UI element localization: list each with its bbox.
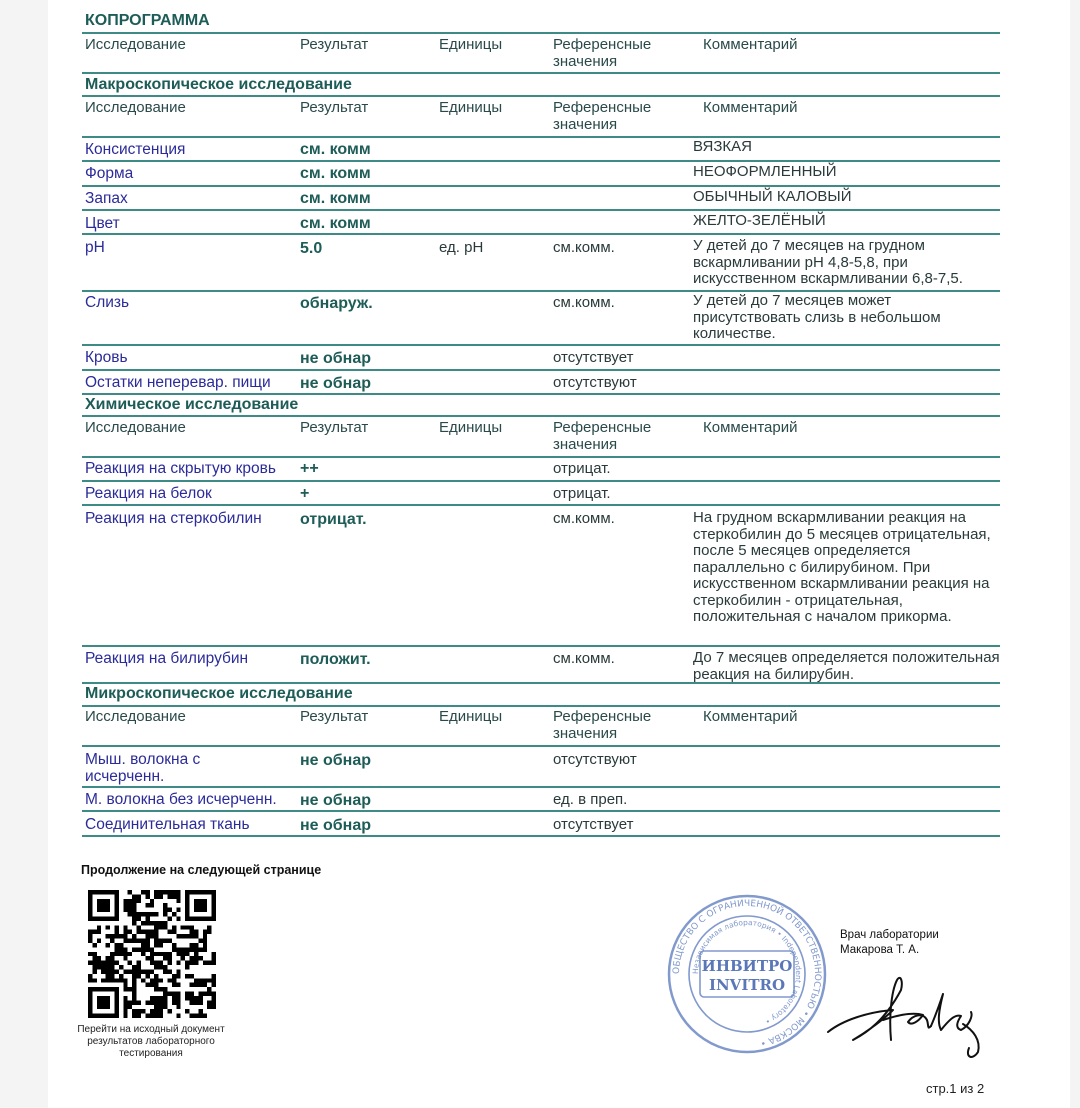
row-units: ед. pH bbox=[439, 239, 484, 256]
row-name: Слизь bbox=[85, 294, 130, 311]
divider bbox=[82, 344, 1000, 346]
row-result: отрицат. bbox=[300, 511, 367, 528]
divider bbox=[82, 233, 1000, 235]
row-comment: У детей до 7 месяцев может присутствовать слизь в небольшом количестве. bbox=[693, 292, 941, 342]
row-comment: ОБЫЧНЫЙ КАЛОВЫЙ bbox=[693, 188, 852, 205]
header-units: Единицы bbox=[439, 419, 503, 436]
row-name: Реакция на скрытую кровь bbox=[85, 460, 276, 477]
row-name: М. волокна без исчерченн. bbox=[85, 791, 277, 808]
row-comment: ЖЕЛТО-ЗЕЛЁНЫЙ bbox=[693, 212, 826, 229]
row-name: Кровь bbox=[85, 349, 128, 366]
doctor-title: Врач лаборатории bbox=[840, 929, 939, 941]
document-title: КОПРОГРАММА bbox=[85, 12, 210, 29]
row-reference: отсутствуют bbox=[553, 751, 637, 768]
divider bbox=[82, 810, 1000, 812]
row-result: см. комм bbox=[300, 190, 371, 207]
divider bbox=[82, 504, 1000, 506]
row-name: Соединительная ткань bbox=[85, 816, 250, 833]
row-result: не обнар bbox=[300, 792, 371, 809]
divider bbox=[82, 185, 1000, 187]
header-study: Исследование bbox=[85, 419, 186, 436]
row-name: Консистенция bbox=[85, 141, 186, 158]
row-result: см. комм bbox=[300, 215, 371, 232]
divider bbox=[82, 456, 1000, 458]
row-reference: см.комм. bbox=[553, 510, 615, 527]
row-reference: см.комм. bbox=[553, 294, 615, 311]
divider bbox=[82, 209, 1000, 211]
header-result: Результат bbox=[300, 36, 369, 53]
row-result: 5.0 bbox=[300, 240, 323, 257]
doctor-name: Макарова Т. А. bbox=[840, 944, 920, 956]
row-reference: отсутствует bbox=[553, 349, 634, 366]
row-reference: см.комм. bbox=[553, 239, 615, 256]
row-reference: ед. в преп. bbox=[553, 791, 628, 808]
svg-text:Независимая лаборатория • Inde: Независимая лаборатория • Independent Laboratory • bbox=[690, 917, 804, 1027]
row-name: Реакция на стеркобилин bbox=[85, 510, 262, 527]
divider bbox=[82, 835, 1000, 837]
divider bbox=[82, 393, 1000, 395]
header-units: Единицы bbox=[439, 99, 503, 116]
divider bbox=[82, 645, 1000, 647]
qr-caption: Перейти на исходный документ результатов лабораторного тестирования bbox=[77, 1024, 225, 1059]
document-page bbox=[48, 0, 1070, 1108]
row-reference: отрицат. bbox=[553, 460, 611, 477]
row-name: Остатки неперевар. пищи bbox=[85, 374, 271, 391]
header-reference: Референсные значения bbox=[553, 419, 652, 453]
row-result: не обнар bbox=[300, 752, 371, 769]
header-comment: Комментарий bbox=[703, 708, 798, 725]
row-name: pH bbox=[85, 239, 105, 256]
header-comment: Комментарий bbox=[703, 99, 798, 116]
header-reference: Референсные значения bbox=[553, 36, 652, 70]
section-title-chem: Химическое исследование bbox=[85, 396, 299, 413]
section-title-micro: Микроскопическое исследование bbox=[85, 685, 353, 702]
row-name: Цвет bbox=[85, 215, 120, 232]
row-result: + bbox=[300, 485, 310, 502]
row-result: не обнар bbox=[300, 350, 371, 367]
row-name: Реакция на белок bbox=[85, 485, 212, 502]
divider bbox=[82, 415, 1000, 417]
row-comment: У детей до 7 месяцев на грудном вскармливании pH 4,8-5,8, при искусственном вскармливании 6,8-7,5. bbox=[693, 237, 963, 287]
section-title-macro: Макроскопическое исследование bbox=[85, 76, 352, 93]
page-number: стр.1 из 2 bbox=[926, 1081, 985, 1096]
row-comment: До 7 месяцев определяется положительная реакция на билирубин. bbox=[693, 649, 1000, 683]
header-units: Единицы bbox=[439, 36, 503, 53]
continuation-note: Продолжение на следующей странице bbox=[81, 863, 322, 877]
divider bbox=[82, 32, 1000, 34]
header-study: Исследование bbox=[85, 708, 186, 725]
row-comment: ВЯЗКАЯ bbox=[693, 138, 752, 155]
invitro-stamp bbox=[666, 893, 828, 1055]
row-result: см. комм bbox=[300, 141, 371, 158]
header-result: Результат bbox=[300, 99, 369, 116]
row-name: Форма bbox=[85, 165, 134, 182]
row-result: обнаруж. bbox=[300, 295, 373, 312]
divider bbox=[82, 682, 1000, 684]
doctor-signature bbox=[823, 960, 998, 1065]
header-result: Результат bbox=[300, 708, 369, 725]
divider bbox=[82, 369, 1000, 371]
row-reference: отрицат. bbox=[553, 485, 611, 502]
header-study: Исследование bbox=[85, 36, 186, 53]
row-result: не обнар bbox=[300, 375, 371, 392]
row-reference: отсутствует bbox=[553, 816, 634, 833]
divider bbox=[82, 72, 1000, 74]
divider bbox=[82, 786, 1000, 788]
row-comment: НЕОФОРМЛЕННЫЙ bbox=[693, 163, 837, 180]
divider bbox=[82, 160, 1000, 162]
qr-code[interactable] bbox=[88, 890, 216, 1018]
row-result: не обнар bbox=[300, 817, 371, 834]
row-result: положит. bbox=[300, 651, 371, 668]
header-reference: Референсные значения bbox=[553, 99, 652, 133]
divider bbox=[82, 95, 1000, 97]
row-result: см. комм bbox=[300, 165, 371, 182]
row-name: Запах bbox=[85, 190, 128, 207]
header-result: Результат bbox=[300, 419, 369, 436]
svg-text:INVITRO: INVITRO bbox=[708, 976, 786, 994]
row-reference: см.комм. bbox=[553, 650, 615, 667]
row-name: Мыш. волокна с исчерченн. bbox=[85, 751, 201, 785]
divider bbox=[82, 480, 1000, 482]
header-study: Исследование bbox=[85, 99, 186, 116]
header-units: Единицы bbox=[439, 708, 503, 725]
svg-text:ИНВИТРО: ИНВИТРО bbox=[701, 957, 793, 975]
header-comment: Комментарий bbox=[703, 419, 798, 436]
divider bbox=[82, 745, 1000, 747]
divider bbox=[82, 705, 1000, 707]
row-comment: На грудном вскармливании реакция на стеркобилин до 5 месяцев отрицательная, после 5 месяцев определяется параллельно с билирубином. При искусственном вскармливании реакция на стеркобилин - отрицательная, положительная с началом прикорма. bbox=[693, 509, 991, 625]
header-reference: Референсные значения bbox=[553, 708, 652, 742]
row-reference: отсутствуют bbox=[553, 374, 637, 391]
header-comment: Комментарий bbox=[703, 36, 798, 53]
row-name: Реакция на билирубин bbox=[85, 650, 249, 667]
row-result: ++ bbox=[300, 460, 319, 477]
divider bbox=[82, 136, 1000, 138]
svg-text:ОБЩЕСТВО С ОГРАНИЧЕННОЙ ОТВЕТС: ОБЩЕСТВО С ОГРАНИЧЕННОЙ ОТВЕТСТВЕННОСТЬЮ • МОСКВА • bbox=[671, 898, 823, 1048]
